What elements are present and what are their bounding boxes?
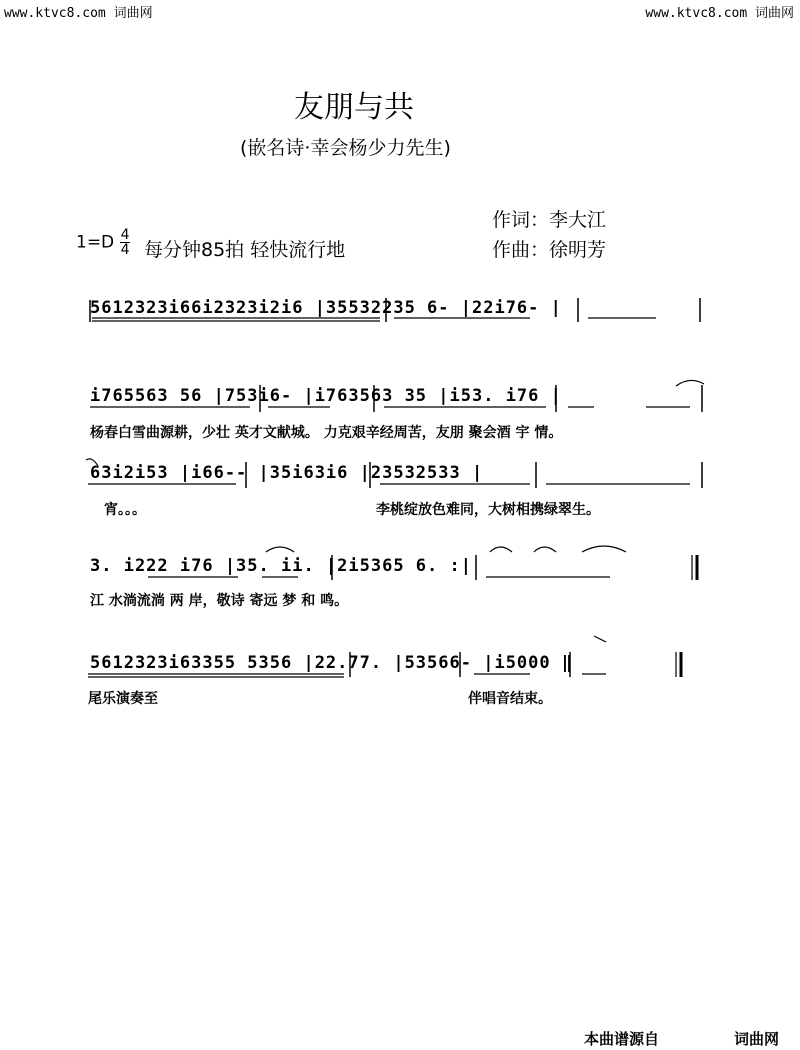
score-line-5: 5612323i63355 5356 |22.77. |53566- |i5000 ‖	[90, 653, 574, 673]
key-label: 1=D	[76, 232, 115, 253]
site-watermark-left: www.ktvc8.com 词曲网	[4, 6, 153, 21]
lyrics-line-2: 杨春白雪曲源耕，少壮 英才文献城。 力克艰辛经周苦，友朋 聚会酒 宇 情。	[90, 425, 563, 441]
song-title: 友朋与共	[294, 90, 414, 125]
time-sig-top: 4	[120, 227, 130, 243]
time-sig-bottom: 4	[120, 242, 130, 258]
score-line-3: 63i2i53 |i66-- |35i63i6 |23532533 |	[90, 463, 484, 483]
source-label: 本曲谱源自	[584, 1030, 660, 1048]
lyrics-line-3a: 宵。。。	[104, 502, 146, 518]
lyrics-line-3b: 李桃绽放色难同，大树相携绿翠生。	[376, 502, 600, 518]
score-line-2: i765563 56 |753i6- |i763563 35 |i53. i76 |	[90, 386, 562, 406]
song-subtitle: (嵌名诗·幸会杨少力先生)	[240, 137, 451, 159]
score-line-4: 3. i222 i76 |35. ii. |2i5365 6. :|	[90, 556, 472, 576]
lyrics-line-4: 江 水淌流淌 两 岸，敬诗 寄远 梦 和 鸣。	[90, 593, 349, 609]
lyrics-line-5b: 伴唱音结束。	[468, 691, 552, 707]
source-site: 词曲网	[734, 1030, 780, 1048]
score-line-1: 5612323i66i2323i2i6 |35532235 6- |22i76- |	[90, 298, 562, 318]
lyricist-credit: 作词：李大江	[492, 209, 607, 231]
site-watermark-right: www.ktvc8.com 词曲网	[645, 6, 794, 21]
lyrics-line-5a: 尾乐演奏至	[88, 691, 158, 707]
tempo-marking: 每分钟85拍 轻快流行地	[144, 239, 346, 261]
composer-credit: 作曲：徐明芳	[492, 239, 607, 261]
